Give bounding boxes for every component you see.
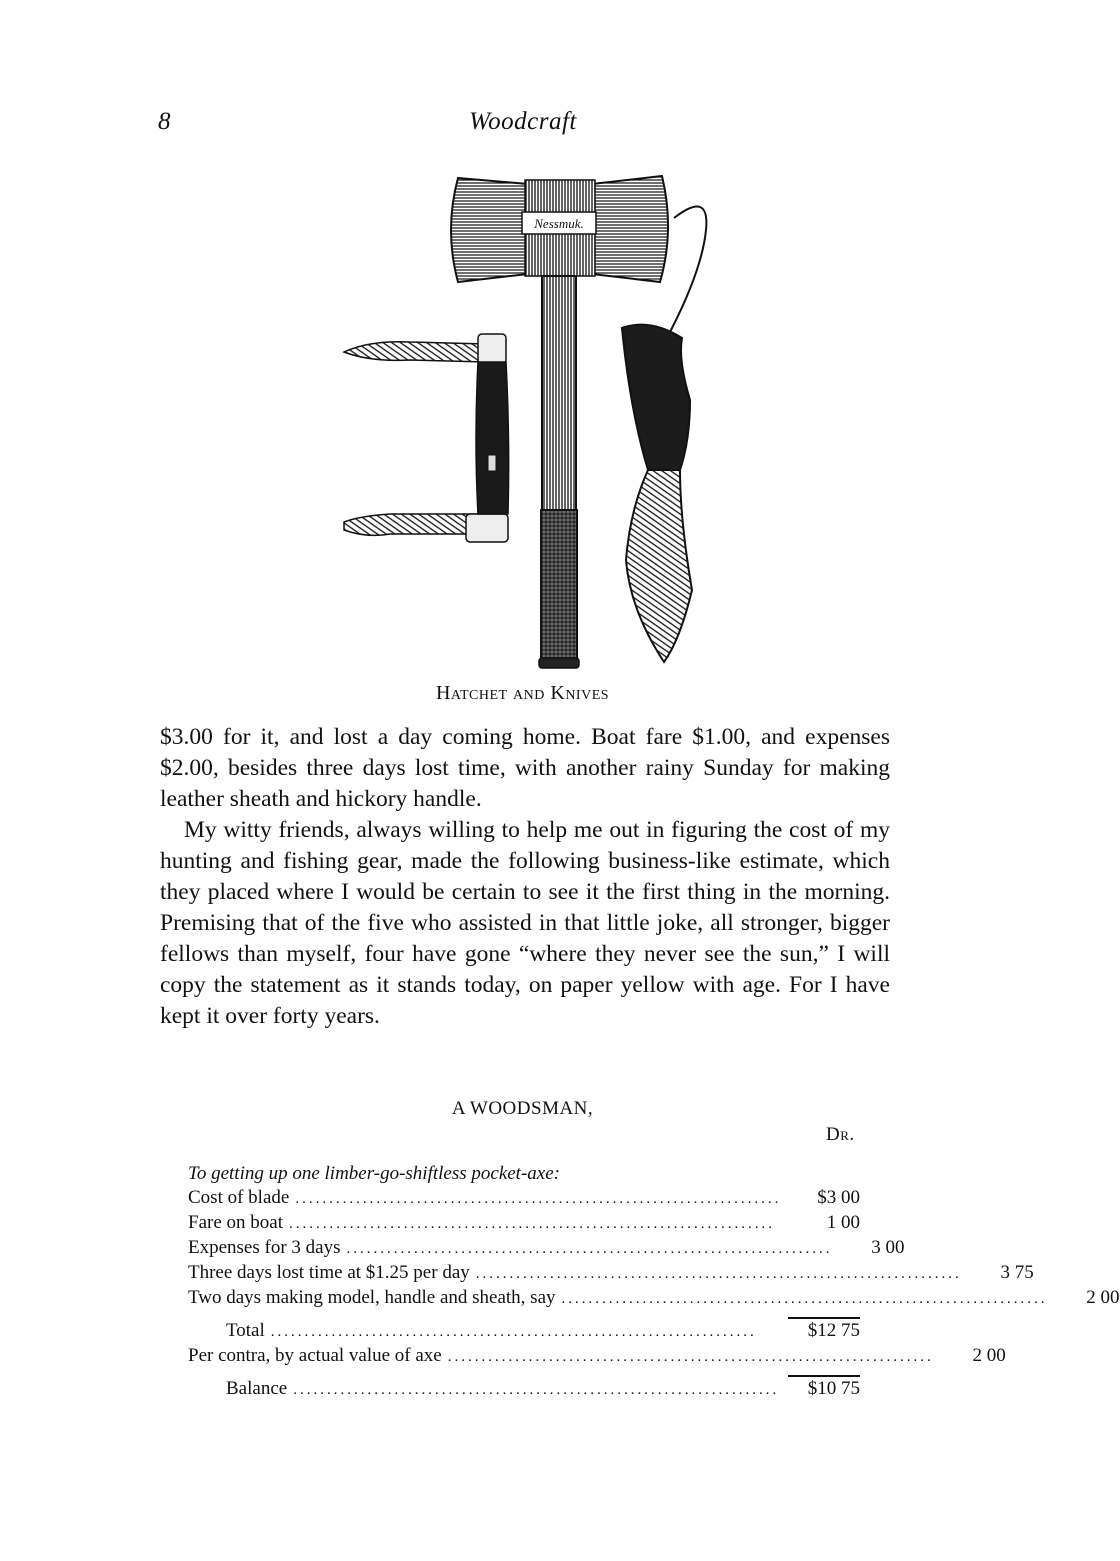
- page-number: 8: [158, 108, 171, 135]
- ledger-table: [188, 1162, 1120, 1402]
- page-header: [158, 108, 888, 144]
- ledger-contra-label: Per contra, by actual value of axe: [188, 1345, 442, 1366]
- ledger-row-label: Two days making model, handle and sheath, say: [188, 1287, 556, 1308]
- ledger-total-amount: $12 75: [788, 1317, 860, 1343]
- illustration-svg: [330, 170, 710, 675]
- ledger-intro: To getting up one limber-go-shiftless pocket-axe:: [188, 1163, 560, 1184]
- ledger-row: [188, 1261, 1034, 1286]
- ledger-heading: A WOODSMAN,: [451, 1098, 594, 1119]
- leader-dots: ........................................................................: [288, 1216, 775, 1232]
- ledger-row: [188, 1211, 860, 1236]
- ledger-row-amount: 3 75: [1000, 1262, 1034, 1283]
- ledger-row-amount: 1 00: [826, 1212, 860, 1233]
- ledger-row-amount: 3 00: [871, 1237, 905, 1258]
- leader-dots: ........................................................................: [346, 1241, 833, 1257]
- paragraph: My witty friends, always willing to help me out in figuring the cost of my hunting and fishing gear, made the following business-like estimate, which they placed where I would be certain to see it the first thing in the morning. Premising that of the five who assisted in that little joke, all stronger, bigger fellows than myself, four have gone “where they never see the sun,” I will copy the statement as it stands today, on paper yellow with age. For I have kept it over forty years.: [160, 817, 890, 1029]
- ledger-row-amount: 2 00: [1086, 1287, 1120, 1308]
- ledger-row-label: Expenses for 3 days: [188, 1237, 341, 1258]
- ledger-total-label: Total: [226, 1320, 265, 1341]
- leader-dots: ........................................................................: [447, 1349, 934, 1365]
- figure-caption: Hatchet and Knives: [435, 682, 610, 704]
- running-title: Woodcraft: [469, 108, 577, 135]
- hatchet-head: [451, 176, 668, 282]
- leader-dots: ........................................................................: [270, 1324, 757, 1340]
- ledger-row-label: Three days lost time at $1.25 per day: [188, 1262, 470, 1283]
- ledger-contra-amount: 2 00: [972, 1345, 1006, 1366]
- hatchet-and-knives-illustration: [330, 170, 710, 675]
- leader-dots: ........................................................................: [475, 1266, 962, 1282]
- ledger-row: [188, 1186, 860, 1211]
- pocket-knife: [344, 334, 509, 542]
- body-text: [160, 722, 890, 1032]
- ledger-total-row: [188, 1317, 860, 1344]
- leader-dots: ........................................................................: [561, 1291, 1048, 1307]
- ledger-row-amount: $3 00: [817, 1187, 860, 1208]
- ledger-row-label: Cost of blade: [188, 1187, 290, 1208]
- ledger-row: [188, 1236, 905, 1261]
- ledger-balance-amount: $10 75: [788, 1375, 860, 1401]
- ledger-contra-row: [188, 1344, 1006, 1369]
- ledger-balance-label: Balance: [226, 1378, 288, 1399]
- paragraph: $3.00 for it, and lost a day coming home. Boat fare $1.00, and expenses $2.00, besides three days lost time, with another rainy Sunday for making leather sheath and hickory handle.: [160, 724, 890, 812]
- ledger-row: [188, 1286, 1120, 1311]
- ledger-debtor-label: Dr.: [826, 1124, 855, 1145]
- leader-dots: ........................................................................: [295, 1191, 782, 1207]
- ledger-balance-row: [188, 1375, 860, 1402]
- maker-stamp-text: Nessmuk.: [534, 216, 584, 231]
- leader-dots: ........................................................................: [293, 1382, 780, 1398]
- hatchet-handle: [539, 276, 579, 668]
- ledger-row-label: Fare on boat: [188, 1212, 283, 1233]
